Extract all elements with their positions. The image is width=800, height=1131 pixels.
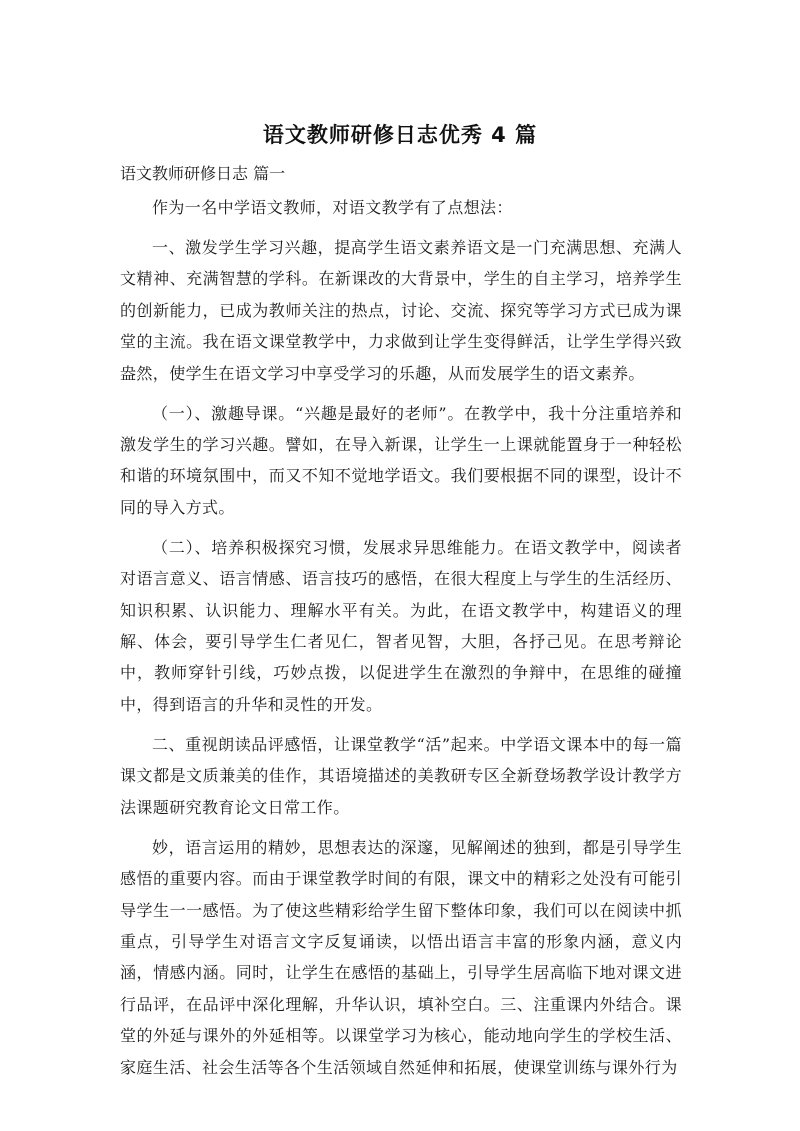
paragraph-point-two: 二、重视朗读品评感悟，让课堂教学“活”起来。中学语文课本中的每一篇课文都是文质兼美的佳作，其语境描述的美教研专区全新登场教学设计教学方法课题研究教育论文日常工作。: [120, 734, 682, 817]
paragraph-intro: 作为一名中学语文教师，对语文教学有了点想法：: [152, 198, 513, 217]
section-heading: 语文教师研修日志 篇一: [120, 164, 286, 183]
document-title: 语文教师研修日志优秀 4 篇: [262, 123, 538, 147]
paragraph-subpoint-one: （一）、激趣导课。“兴趣是最好的老师”。在教学中，我十分注重培养和激发学生的学习兴趣。譬如，在导入新课，让学生一上课就能置身于一种轻松和谐的环境氛围中，而又不知不觉地学语文。我们要根据不同的课型，设计不同的导入方式。: [120, 403, 682, 517]
paragraph-point-one: 一、激发学生学习兴趣，提高学生语文素养语文是一门充满思想、充满人文精神、充满智慧的学科。在新课改的大背景中，学生的自主学习，培养学生的创新能力，已成为教师关注的热点，讨论、交流、探究等学习方式已成为课堂的主流。我在语文课堂教学中，力求做到让学生变得鲜活，让学生学得兴致盎然，使学生在语文学习中享受学习的乐趣，从而发展学生的语文素养。: [120, 238, 682, 383]
document-body: [120, 192, 682, 1092]
paragraph-subpoint-two: （二）、培养积极探究习惯，发展求异思维能力。在语文教学中，阅读者对语言意义、语言情感、语言技巧的感悟，在很大程度上与学生的生活经历、知识积累、认识能力、理解水平有关。为此，在语文教学中，构建语义的理解、体会，要引导学生仁者见仁，智者见智，大胆，各抒己见。在思考辩论中，教师穿针引线，巧妙点拨，以促进学生在激烈的争辩中，在思维的碰撞中，得到语言的升华和灵性的开发。: [120, 537, 682, 714]
paragraph-continuation: 妙，语言运用的精妙，思想表达的深邃，见解阐述的独到，都是引导学生感悟的重要内容。而由于课堂教学时间的有限，课文中的精彩之处没有可能引导学生一一感悟。为了使这些精彩给学生留下整体印象，我们可以在阅读中抓重点，引导学生对语言文字反复诵读，以悟出语言丰富的形象内涵，意义内涵，情感内涵。同时，让学生在感悟的基础上，引导学生居高临下地对课文进行品评，在品评中深化理解，升华认识，填补空白。三、注重课内外结合。课堂的外延与课外的外延相等。以课堂学习为核心，能动地向学生的学校生活、家庭生活、社会生活等各个生活领域自然延伸和拓展，使课堂训练与课外行为: [120, 837, 682, 1077]
